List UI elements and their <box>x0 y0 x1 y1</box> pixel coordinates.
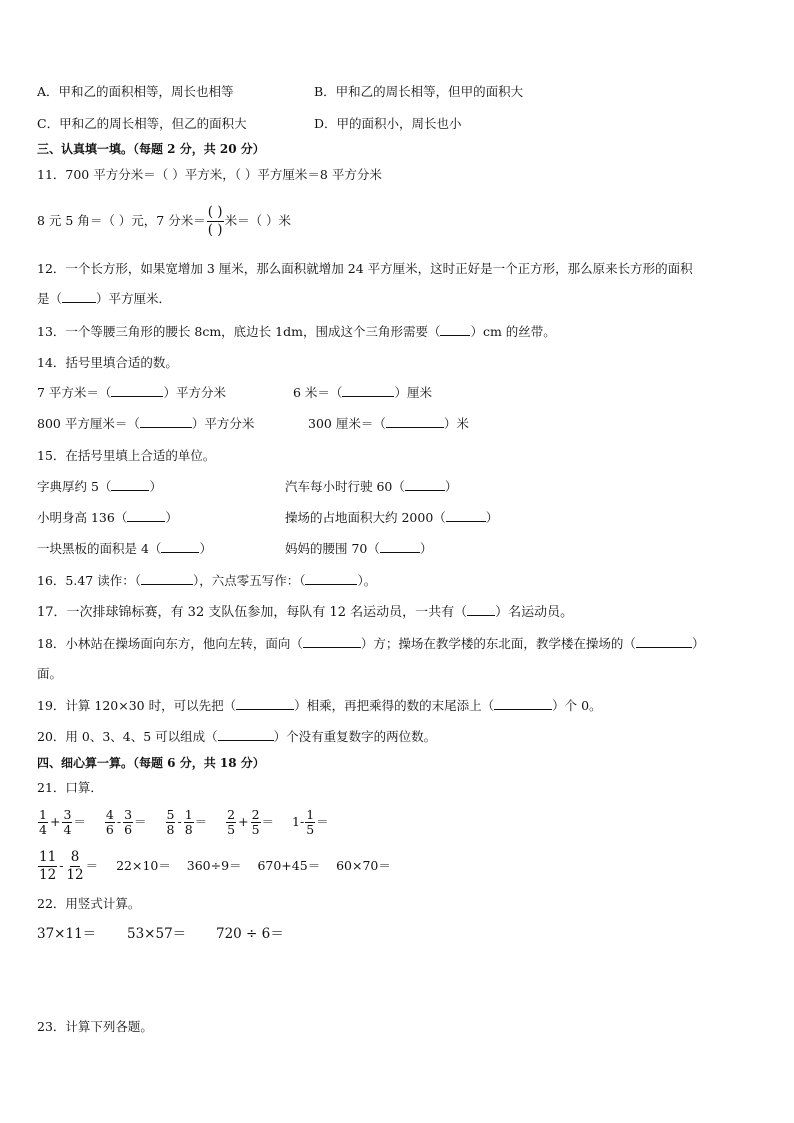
q11-line1: 11．700 平方分米＝（ ）平方米，（ ）平方厘米＝8 平方分米 <box>37 167 382 182</box>
frac-num: 1 <box>184 807 193 822</box>
q18-c: ） <box>691 636 705 651</box>
q20-b: ）个没有重复数字的两位数。 <box>273 729 437 744</box>
q14-r1b-blank <box>342 386 394 397</box>
q19-b: ）相乘，再把乘得的数的末尾添上（ <box>294 698 495 713</box>
q18-a: 18．小林站在操场面向东方，他向左转，面向（ <box>37 636 303 651</box>
q15-r3b-text: 妈妈的腰围 70（ <box>285 541 380 556</box>
q14-r1a-2: ）平方分米 <box>163 385 226 400</box>
q18-line1 <box>37 636 704 652</box>
q11-frac-num: ( ) <box>207 204 223 220</box>
q14-r1b <box>293 385 432 401</box>
q15-r3b-close: ） <box>419 541 433 556</box>
q17-b: ）名运动员。 <box>495 605 574 620</box>
q15-r1a <box>37 479 162 495</box>
frac-den: 8 <box>184 822 193 837</box>
q21-title: 21．口算． <box>37 780 103 795</box>
frac-num: 1 <box>306 807 315 822</box>
q15-r2b-close: ） <box>485 510 499 525</box>
q15-r2b <box>285 510 498 526</box>
frac-num: 8 <box>70 849 80 865</box>
option-a: A．甲和乙的面积相等，周长也相等 <box>37 84 234 99</box>
q12-line2 <box>37 291 171 307</box>
q16 <box>37 573 376 589</box>
q14-r2a-1: 800 平方厘米＝（ <box>37 416 140 431</box>
q19-c: ）个 0。 <box>552 698 602 713</box>
frac-den: 12 <box>39 867 57 883</box>
q21-expr-2 <box>104 807 147 837</box>
q12-line2-a: 是（ <box>37 291 63 306</box>
frac-den: 5 <box>251 822 260 837</box>
frac-den: 8 <box>166 822 175 837</box>
q15-r3a-text: 一块黑板的面积是 4（ <box>37 541 162 556</box>
frac-den: 12 <box>66 867 84 883</box>
whole-number: 1- <box>292 814 305 829</box>
q11-frac-den: ( ) <box>207 222 223 238</box>
q11-line2-b: 米＝（ ）米 <box>224 213 292 228</box>
q15-r1a-blank <box>111 480 149 491</box>
q18-line2: 面。 <box>37 666 63 681</box>
q17-a: 17．一次排球锦标赛，有 32 支队伍参加，每队有 12 名运动员，一共有（ <box>37 605 468 620</box>
frac-den: 5 <box>227 822 236 837</box>
q14-r1b-2: ）厘米 <box>394 385 432 400</box>
q20 <box>37 729 436 745</box>
q15-r3a-blank <box>161 542 199 553</box>
frac-num: 5 <box>166 807 175 822</box>
option-d: D．甲的面积小，周长也小 <box>314 116 462 131</box>
q11-line2 <box>37 201 291 241</box>
q13-blank <box>440 325 470 336</box>
q14-r2a-blank <box>140 417 192 428</box>
q13-a: 13．一个等腰三角形的腰长 8cm，底边长 1dm，围成这个三角形需要（ <box>37 324 441 339</box>
q12-blank <box>62 292 96 303</box>
frac-num: 2 <box>227 807 236 822</box>
option-c: C．甲和乙的周长相等，但乙的面积大 <box>37 116 247 131</box>
q19 <box>37 698 602 714</box>
q14-r2b-1: 300 厘米＝（ <box>308 416 386 431</box>
frac-num: 3 <box>63 807 72 822</box>
q22-title: 22．用竖式计算。 <box>37 896 141 911</box>
equals: ＝ <box>134 814 147 829</box>
q19-blank-1 <box>236 699 294 710</box>
q13-b: ）cm 的丝带。 <box>470 324 556 339</box>
q16-blank-2 <box>305 574 357 585</box>
q16-b: ），六点零五写作：（ <box>192 573 306 588</box>
q11-line2-a: 8 元 5 角＝（ ）元，7 分米＝ <box>37 213 206 228</box>
q14-r1a <box>37 385 226 401</box>
section-4-title: 四、细心算一算。（每题 6 分，共 18 分） <box>37 756 265 770</box>
frac-den: 6 <box>105 822 114 837</box>
q14-r2a-2: ）平方分米 <box>191 416 255 431</box>
equals: ＝ <box>73 814 86 829</box>
q15-r2a-close: ） <box>165 510 178 525</box>
q15-r2a-blank <box>127 511 165 522</box>
operator: + <box>49 814 61 829</box>
q17 <box>37 605 573 621</box>
q15-r1b-close: ） <box>444 479 458 494</box>
q11-fraction <box>207 204 224 239</box>
q15-r2a-text: 小明身高 136（ <box>37 510 128 525</box>
frac-den: 4 <box>39 822 47 837</box>
frac-num: 11 <box>39 849 57 865</box>
q14-title: 14．括号里填合适的数。 <box>37 355 178 370</box>
q15-r3a-close: ） <box>199 541 212 556</box>
q19-blank-2 <box>494 699 552 710</box>
q18-blank-2 <box>636 637 692 648</box>
frac-den: 4 <box>63 822 72 837</box>
q16-blank-1 <box>141 574 193 585</box>
q18-blank-1 <box>303 637 361 648</box>
q21-row1 <box>37 805 329 839</box>
q16-a: 16．5.47 读作：（ <box>37 573 141 588</box>
frac-num: 1 <box>39 807 47 822</box>
frac-den: 6 <box>124 822 133 837</box>
q14-r1b-1: 6 米＝（ <box>293 385 343 400</box>
q21-expr-4 <box>225 807 275 837</box>
q12-line2-b: ）平方厘米． <box>96 291 172 306</box>
q22-expr-2: 53×57＝ <box>127 926 187 942</box>
q21-rest-exprs: 22×10＝ 360÷9＝ 670+45＝ 60×70＝ <box>116 858 391 873</box>
q14-r2b-2: ）米 <box>443 416 469 431</box>
q15-r2a <box>37 510 178 526</box>
q14-r1a-1: 7 平方米＝（ <box>37 385 112 400</box>
q13 <box>37 324 556 340</box>
q18-b: ）方；操场在教学楼的东北面，教学楼在操场的（ <box>360 636 636 651</box>
q15-r1a-text: 字典厚约 5（ <box>37 479 112 494</box>
operator: - <box>177 814 182 829</box>
q15-r1b-blank <box>405 480 445 491</box>
q21-expr-1 <box>37 807 86 837</box>
frac-num: 3 <box>124 807 133 822</box>
q15-r2b-text: 操场的占地面积大约 2000（ <box>285 510 446 525</box>
q15-r1a-close: ） <box>149 479 162 494</box>
operator: - <box>116 814 122 829</box>
q15-r3b <box>285 541 432 557</box>
q12-line1: 12．一个长方形，如果宽增加 3 厘米，那么面积就增加 24 平方厘米，这时正好是一个正方形，那么原来长方形的面积 <box>37 261 693 276</box>
q15-r3a <box>37 541 212 557</box>
frac-num: 4 <box>105 807 114 822</box>
q16-c: ）。 <box>357 573 377 588</box>
frac-den: 5 <box>306 822 315 837</box>
operator: - <box>59 858 64 873</box>
equals: ＝ <box>85 858 99 873</box>
q20-blank <box>218 730 274 741</box>
q20-a: 20．用 0、3、4、5 可以组成（ <box>37 729 218 744</box>
option-b: B．甲和乙的周长相等，但甲的面积大 <box>314 84 524 99</box>
frac-num: 2 <box>251 807 260 822</box>
equals: ＝ <box>261 814 275 829</box>
q22-expr-1: 37×11＝ <box>37 926 97 942</box>
section-3-title: 三、认真填一填。（每题 2 分，共 20 分） <box>37 142 265 156</box>
q21-expr-3 <box>165 807 208 837</box>
q15-r1b <box>285 479 457 495</box>
operator: + <box>238 814 249 829</box>
q23-title: 23．计算下列各题。 <box>37 1019 153 1034</box>
q14-r2a <box>37 416 254 432</box>
q19-a: 19．计算 120×30 时，可以先把（ <box>37 698 237 713</box>
q14-r1a-blank <box>111 386 163 397</box>
q15-title: 15．在括号里填上合适的单位。 <box>37 448 216 463</box>
q21-expr-6 <box>37 849 99 883</box>
q15-r3b-blank <box>380 542 420 553</box>
q22-expr-3: 720 ÷ 6＝ <box>216 926 284 942</box>
q17-blank <box>467 605 495 616</box>
equals: ＝ <box>316 814 329 829</box>
q15-r2b-blank <box>446 511 486 522</box>
q15-r1b-text: 汽车每小时行驶 60（ <box>285 479 405 494</box>
q21-row2 <box>37 847 391 885</box>
equals: ＝ <box>194 814 208 829</box>
q21-expr-5 <box>292 807 329 837</box>
q14-r2b <box>308 416 469 432</box>
q14-r2b-blank <box>386 417 444 428</box>
